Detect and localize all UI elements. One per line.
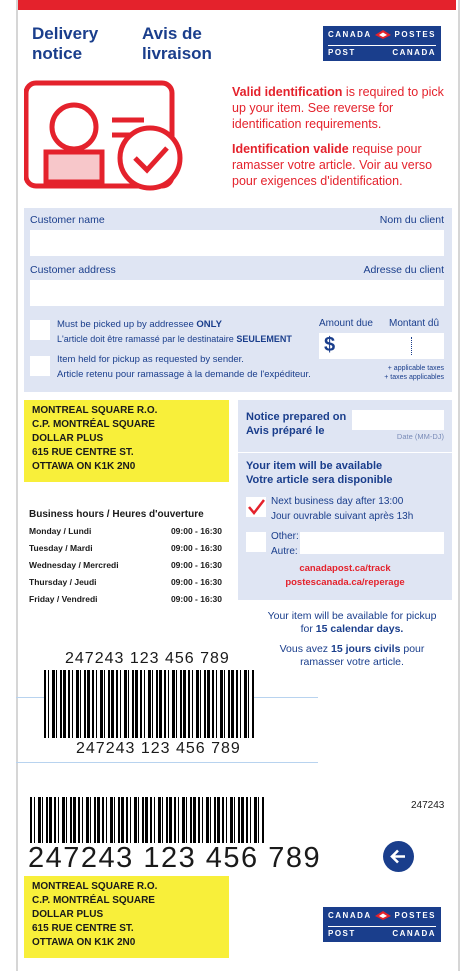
top-red-bar	[18, 0, 456, 10]
arrow-left-icon	[383, 841, 414, 872]
canada-post-logo-top	[323, 26, 441, 61]
customer-name-label-en: Customer name	[30, 214, 105, 226]
id-required-french-text: requise pour ramasser votre article. Voir au verso pour exigences d'identification.	[232, 142, 433, 188]
id-required-english-bold: Valid identification	[232, 85, 343, 99]
office-line: DOLLAR PLUS	[32, 433, 104, 444]
availability-fr-post: pour ramasser votre article.	[300, 643, 425, 668]
decimal-divider	[411, 337, 412, 355]
availability-english	[262, 610, 442, 636]
business-hours-title: Business hours / Heures d'ouverture	[29, 509, 204, 520]
hours-row	[29, 574, 222, 591]
available-fr: Votre article sera disponible	[246, 474, 393, 486]
customer-name-label-fr: Nom du client	[379, 214, 444, 226]
addressee-only-fr: L'article doit être ramassé par le destinataire	[57, 334, 237, 344]
next-business-day-text	[271, 494, 413, 524]
tracking-links	[238, 562, 452, 590]
held-by-sender-checkbox[interactable]	[30, 356, 50, 376]
office-line: MONTREAL SQUARE R.O.	[32, 405, 158, 416]
hours-time: 09:00 - 16:30	[170, 594, 222, 604]
barcode-small-code: 247243	[411, 800, 445, 811]
addressee-only-en-bold: ONLY	[196, 319, 222, 330]
availability-fr-text: Vous avez	[279, 643, 331, 655]
logo-text: CANADA	[392, 48, 436, 57]
id-required-english-text: is required to pick up your item. See reverse for identification requirements.	[232, 85, 444, 131]
next-business-day-checkbox[interactable]	[246, 497, 266, 517]
hours-row	[29, 523, 222, 540]
addressee-only-fr-bold: SEULEMENT	[236, 334, 292, 344]
hours-row	[29, 540, 222, 557]
hours-time: 09:00 - 16:30	[170, 560, 222, 570]
other-label	[271, 529, 299, 559]
office-line: 615 RUE CENTRE ST.	[32, 447, 134, 458]
title-french: Avis de livraison	[142, 24, 212, 63]
id-required-english	[232, 84, 454, 132]
office-line: OTTAWA ON K1K 2N0	[32, 937, 136, 948]
amount-due-label-fr: Montant dû	[389, 318, 440, 329]
customer-name-field[interactable]	[30, 230, 444, 256]
notice-prepared-label	[246, 410, 346, 438]
logo-text: CANADA	[328, 911, 372, 920]
hours-time: 09:00 - 16:30	[170, 526, 222, 536]
barcode-mid-number: 247243 123 456 789	[72, 740, 245, 758]
availability-en-bold: 15 calendar days.	[315, 623, 404, 635]
held-by-sender-fr: Article retenu pour ramassage à la demande de l'expéditeur.	[57, 369, 311, 380]
office-line: 615 RUE CENTRE ST.	[32, 923, 134, 934]
id-required-french-bold: Identification valide	[232, 142, 349, 156]
business-hours-list	[29, 523, 222, 608]
taxes-fr: + taxes applicables	[384, 374, 444, 381]
taxes-note	[330, 364, 444, 382]
post-office-label	[24, 400, 229, 482]
hours-day: Monday / Lundi	[29, 526, 92, 536]
post-office-label-bottom	[24, 876, 229, 958]
barcode-top	[44, 670, 254, 738]
office-line: OTTAWA ON K1K 2N0	[32, 461, 136, 472]
hours-day: Wednesday / Mercredi	[29, 560, 119, 570]
hours-day: Thursday / Jeudi	[29, 577, 97, 587]
available-en: Your item will be available	[246, 460, 383, 472]
other-en: Other:	[271, 531, 299, 542]
barcode-big-number: 247243 123 456 789	[28, 842, 322, 874]
other-fr: Autre:	[271, 546, 298, 557]
canada-post-logo-bottom	[323, 907, 441, 942]
notice-prepared-fr: Avis préparé le	[246, 425, 325, 437]
checkmark-icon	[246, 497, 266, 517]
office-line: C.P. MONTRÉAL SQUARE	[32, 895, 155, 906]
other-date-field[interactable]	[300, 532, 444, 554]
addressee-only-checkbox[interactable]	[30, 320, 50, 340]
id-required-french	[232, 141, 454, 189]
hours-row	[29, 591, 222, 608]
available-label	[246, 459, 393, 487]
logo-text: POSTES	[394, 30, 436, 39]
currency-symbol: $	[324, 334, 336, 356]
left-edge	[16, 0, 18, 971]
logo-text: CANADA	[392, 929, 436, 938]
availability-fr-bold: 15 jours civils	[330, 643, 401, 655]
track-link-en[interactable]: canadapost.ca/track	[299, 563, 391, 574]
amount-due-field[interactable]	[319, 333, 444, 359]
customer-address-label-en: Customer address	[30, 264, 116, 276]
track-link-fr[interactable]: postescanada.ca/reperage	[285, 577, 405, 588]
notice-date-field[interactable]	[352, 410, 444, 430]
notice-divider	[238, 452, 452, 453]
hours-day: Tuesday / Mardi	[29, 543, 93, 553]
logo-text: POST	[328, 929, 356, 938]
title-english: Delivery notice	[32, 24, 99, 63]
canada-post-flag-icon	[374, 29, 392, 43]
next-day-fr: Jour ouvrable suivant après 13h	[271, 511, 414, 522]
logo-text: CANADA	[328, 30, 372, 39]
right-edge	[458, 0, 460, 971]
barcode-top-number: 247243 123 456 789	[65, 650, 230, 667]
date-format-hint: Date (MM-DJ)	[396, 432, 444, 441]
other-checkbox[interactable]	[246, 532, 266, 552]
availability-en-text: Your item will be available for pickup for	[267, 610, 437, 635]
amount-due-label-en: Amount due	[319, 318, 373, 329]
taxes-en: + applicable taxes	[387, 365, 444, 372]
hours-day: Friday / Vendredi	[29, 594, 98, 604]
customer-address-label-fr: Adresse du client	[363, 264, 444, 276]
canada-post-flag-icon	[374, 910, 392, 924]
notice-prepared-en: Notice prepared on	[246, 411, 347, 423]
id-card-check-icon	[24, 80, 184, 192]
logo-text: POST	[328, 48, 356, 57]
hours-row	[29, 557, 222, 574]
hours-time: 09:00 - 16:30	[170, 577, 222, 587]
office-line: C.P. MONTRÉAL SQUARE	[32, 419, 155, 430]
addressee-only-en: Must be picked up by addressee	[57, 319, 197, 330]
next-day-en: Next business day after 13:00	[271, 496, 404, 507]
office-line: DOLLAR PLUS	[32, 909, 104, 920]
held-by-sender-text	[57, 352, 312, 382]
barcode-bottom	[30, 797, 264, 843]
held-by-sender-en: Item held for pickup as requested by sender.	[57, 354, 244, 365]
availability-french	[262, 643, 442, 669]
office-line: MONTREAL SQUARE R.O.	[32, 881, 158, 892]
customer-address-field[interactable]	[30, 280, 444, 306]
logo-text: POSTES	[394, 911, 436, 920]
hours-time: 09:00 - 16:30	[170, 543, 222, 553]
addressee-only-text	[57, 317, 307, 347]
